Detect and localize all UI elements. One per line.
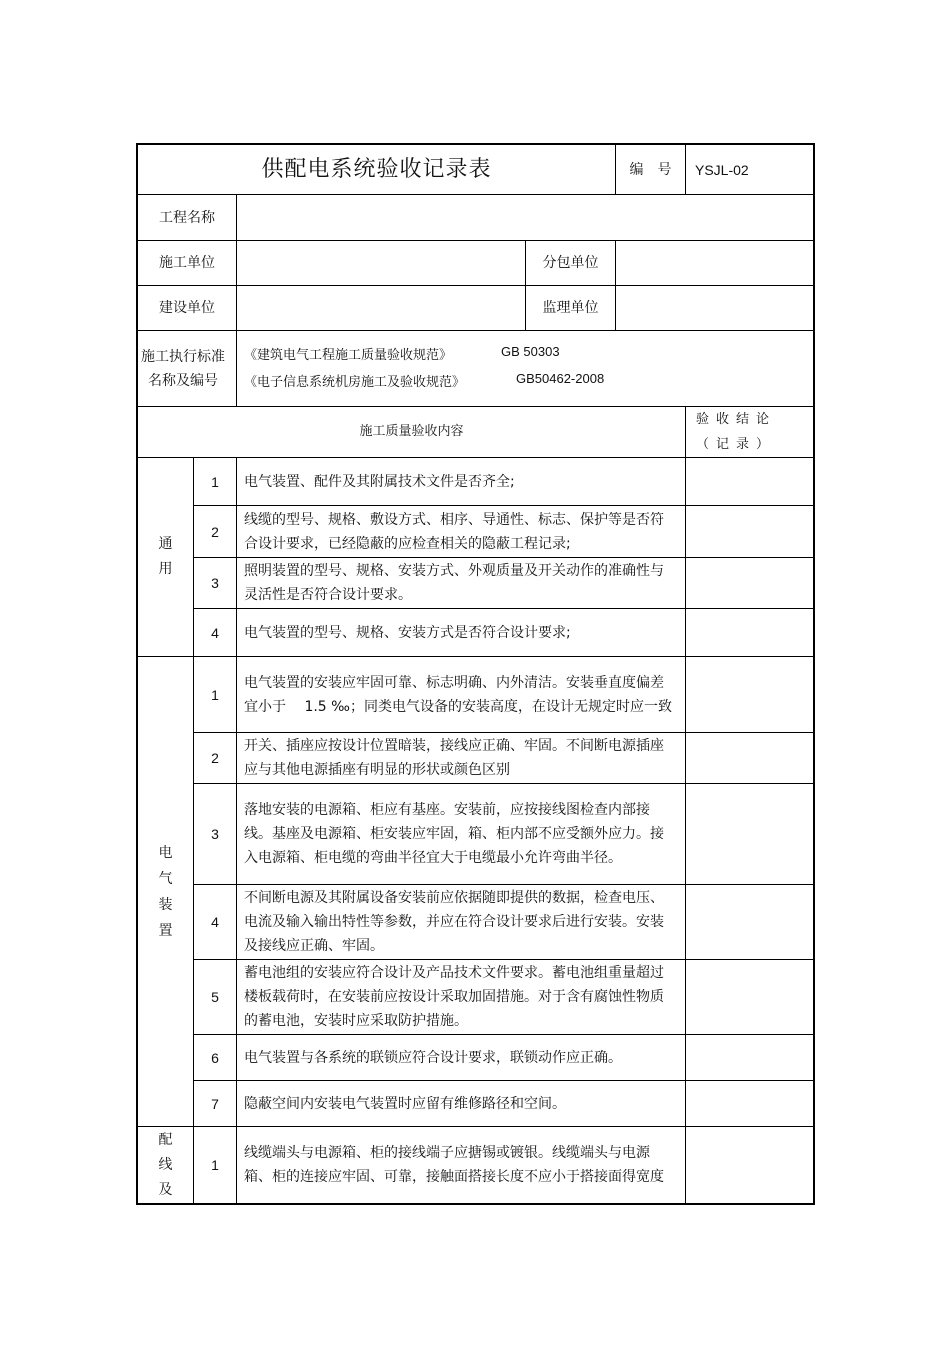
- item-text: 线缆端头与电源箱、柜的接线端子应搪锡或镀银。线缆端头与电源箱、柜的连接应牢固、可靠，接触面搭接长度不应小于搭接面得宽度: [244, 1145, 664, 1185]
- standard-name: 《建筑电气工程施工质量验收规范》: [244, 348, 453, 363]
- item-text: 照明装置的型号、规格、安装方式、外观质量及开关动作的准确性与灵活性是否符合设计要求。: [244, 563, 664, 603]
- item-text: 开关、插座应按设计位置暗装，接线应正确、牢固。不间断电源插座应与其他电源插座有明显的形状或颜色区别: [244, 738, 664, 778]
- item-number: 1: [211, 686, 219, 703]
- group-label: [138, 657, 193, 1126]
- form-code-label: 编 号: [629, 161, 672, 178]
- item-text: 落地安装的电源箱、柜应有基座。安装前，应按接线图检查内部接线。基座及电源箱、柜安装应牢固，箱、柜内部不应受额外应力。接入电源箱、柜电缆的弯曲半径宜大于电缆最小允许弯曲半径。: [244, 802, 664, 866]
- item-text: 蓄电池组的安装应符合设计及产品技术文件要求。蓄电池组重量超过楼板载荷时，在安装前应按设计采取加固措施。对于含有腐蚀性物质的蓄电池，安装时应采取防护措施。: [244, 965, 664, 1029]
- item-text: 电气装置、配件及其附属技术文件是否齐全;: [244, 473, 515, 490]
- result-header: 验收结论（记录）: [696, 412, 777, 452]
- project-name-value[interactable]: [237, 195, 813, 240]
- standard-name: 《电子信息系统机房施工及验收规范》: [244, 375, 466, 390]
- item-number: 4: [211, 914, 219, 930]
- standard-code: GB50462-2008: [516, 371, 605, 386]
- result-cell[interactable]: [686, 657, 813, 732]
- result-cell[interactable]: [686, 733, 813, 783]
- group-label-text: 电气装置: [158, 844, 173, 939]
- subcontract-unit-value[interactable]: [616, 241, 813, 285]
- result-cell[interactable]: [686, 458, 813, 505]
- result-cell[interactable]: [686, 558, 813, 608]
- result-cell[interactable]: [686, 885, 813, 959]
- owner-unit-label: 建设单位: [159, 300, 215, 316]
- supervision-unit-value[interactable]: [616, 286, 813, 330]
- result-cell[interactable]: [686, 609, 813, 656]
- item-text: 线缆的型号、规格、敷设方式、相序、导通性、标志、保护等是否符合设计要求，已经隐蔽的应检查相关的隐蔽工程记录;: [244, 511, 664, 552]
- result-cell[interactable]: [686, 960, 813, 1034]
- result-cell[interactable]: [686, 784, 813, 884]
- standards-list: [237, 331, 813, 406]
- result-cell[interactable]: [686, 506, 813, 557]
- content-header: 施工质量验收内容: [359, 424, 464, 439]
- supervision-unit-label: 监理单位: [542, 300, 599, 316]
- standards-label: 施工执行标准名称及编号: [141, 348, 225, 389]
- result-cell[interactable]: [686, 1081, 813, 1126]
- construction-unit-value[interactable]: [237, 241, 525, 285]
- item-number: 6: [211, 1049, 219, 1066]
- item-number: 3: [211, 826, 219, 842]
- subcontract-unit-label: 分包单位: [542, 255, 599, 271]
- result-cell[interactable]: [686, 1127, 813, 1203]
- standard-code: GB 50303: [501, 344, 560, 359]
- group-label: [138, 1127, 193, 1203]
- item-number: 7: [211, 1095, 219, 1112]
- item-number: 1: [211, 1157, 219, 1173]
- project-name-label: 工程名称: [159, 209, 215, 226]
- owner-unit-value[interactable]: [237, 286, 525, 330]
- form-code-value: YSJL-02: [695, 161, 749, 178]
- construction-unit-label: 施工单位: [159, 255, 215, 271]
- group-label: [138, 458, 193, 656]
- item-number: 4: [211, 624, 219, 641]
- item-number: 2: [211, 523, 219, 540]
- item-text: 电气装置的型号、规格、安装方式是否符合设计要求;: [244, 624, 571, 641]
- item-text: 电气装置与各系统的联锁应符合设计要求，联锁动作应正确。: [244, 1049, 622, 1066]
- item-text: 电气装置的安装应牢固可靠、标志明确、内外清洁。安装垂直度偏差宜小于 1.5 ‰；同类电气设备的安装高度，在设计无规定时应一致: [244, 674, 672, 715]
- item-number: 5: [211, 989, 219, 1005]
- form-title: 供配电系统验收记录表: [261, 156, 492, 182]
- item-number: 3: [211, 575, 219, 591]
- item-text: 不间断电源及其附属设备安装前应依据随即提供的数据，检查电压、电流及输入输出特性等参数，并应在符合设计要求后进行安装。安装及接线应正确、牢固。: [244, 890, 664, 954]
- item-text: 隐蔽空间内安装电气装置时应留有维修路径和空间。: [244, 1095, 566, 1112]
- item-number: 2: [211, 750, 219, 766]
- result-cell[interactable]: [686, 1035, 813, 1080]
- group-label-text: 配线及: [158, 1131, 173, 1198]
- item-number: 1: [211, 473, 219, 490]
- group-label-text: 通用: [158, 536, 173, 577]
